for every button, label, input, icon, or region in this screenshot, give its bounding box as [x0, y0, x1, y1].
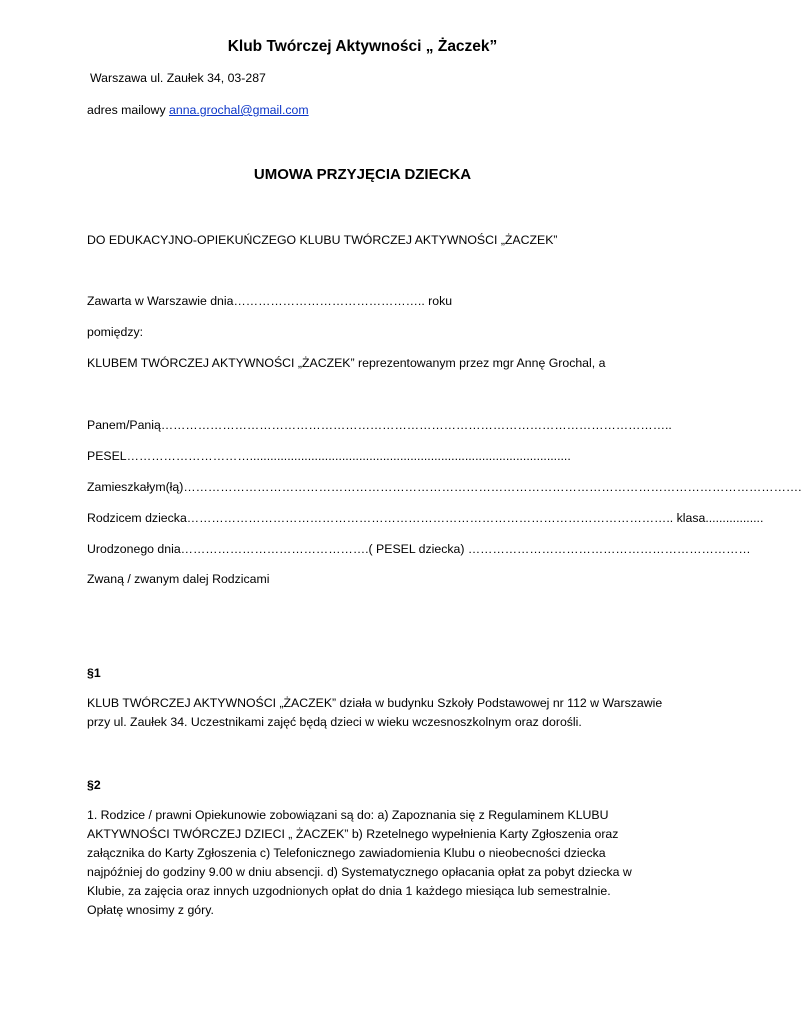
section-1-line: KLUB TWÓRCZEJ AKTYWNOŚCI „ŻACZEK” działa w budynku Szkoły Podstawowej nr 112 w Warszawie	[87, 696, 663, 710]
party-one-line: KLUBEM TWÓRCZEJ AKTYWNOŚCI „ŻACZEK” reprezentowanym przez mgr Annę Grochal, a	[87, 356, 606, 370]
section-1-line: przy ul. Zaułek 34. Uczestnikami zajęć będą dzieci w wieku wczesnoszkolnym oraz dorośli.	[87, 715, 582, 729]
section-2-line: Opłatę wnosimy z góry.	[87, 903, 214, 917]
section-2-text	[87, 806, 647, 920]
birth-date-field: Urodzonego dnia……………………………………….( PESEL dziecka) ……………………………………………………………	[87, 542, 751, 556]
club-title: Klub Twórczej Aktywności „ Żaczek”	[227, 38, 498, 55]
email-label: adres mailowy	[87, 103, 170, 117]
signed-date-line: Zawarta w Warszawie dnia……………………………………….. roku	[87, 294, 453, 308]
section-2-line: załącznika do Karty Zgłoszenia c) Telefonicznego zawiadomienia Klubu o nieobecności dziecka	[87, 846, 606, 860]
section-2-line: Klubie, za zajęcia oraz innych uzgodnionych opłat do dnia 1 każdego miesiąca lub semestralnie.	[87, 884, 611, 898]
section-2-line: AKTYWNOŚCI TWÓRCZEJ DZIECI „ ŻACZEK” b) Rzetelnego wypełnienia Karty Zgłoszenia oraz	[87, 827, 619, 841]
section-2-line: najpóźniej do godziny 9.00 w dniu absencji. d) Systematycznego opłacania opłat za pobyt dziecka w	[87, 865, 632, 879]
club-address: Warszawa ul. Zaułek 34, 03-287	[90, 71, 266, 85]
email-line	[87, 102, 309, 118]
document-heading: UMOWA PRZYJĘCIA DZIECKA	[253, 166, 472, 183]
parent-of-child-field: Rodzicem dziecka……………………………………………………………………………………………………….. klasa.................	[87, 511, 764, 525]
document-subheading: DO EDUKACYJNO-OPIEKUŃCZEGO KLUBU TWÓRCZEJ AKTYWNOŚCI „ŻACZEK”	[87, 233, 558, 247]
parent-name-field: Panem/Panią……………………………………………………………………………………………………………..	[87, 418, 672, 432]
section-2-number: §2	[87, 778, 101, 792]
section-1-text	[87, 694, 663, 732]
pesel-field: PESEL…………………………..............................................................................................	[87, 449, 571, 463]
called-parents-line: Zwaną / zwanym dalej Rodzicami	[87, 572, 270, 586]
section-1-number: §1	[87, 666, 101, 680]
email-link[interactable]: anna.grochal@gmail.com	[169, 103, 309, 117]
residence-field: Zamieszkałym(łą)…………………………………………………………………………………………………………………………………….	[87, 480, 802, 494]
section-2-line: 1. Rodzice / prawni Opiekunowie zobowiązani są do: a) Zapoznania się z Regulaminem KLUBU	[87, 808, 609, 822]
between-label: pomiędzy:	[87, 325, 144, 339]
